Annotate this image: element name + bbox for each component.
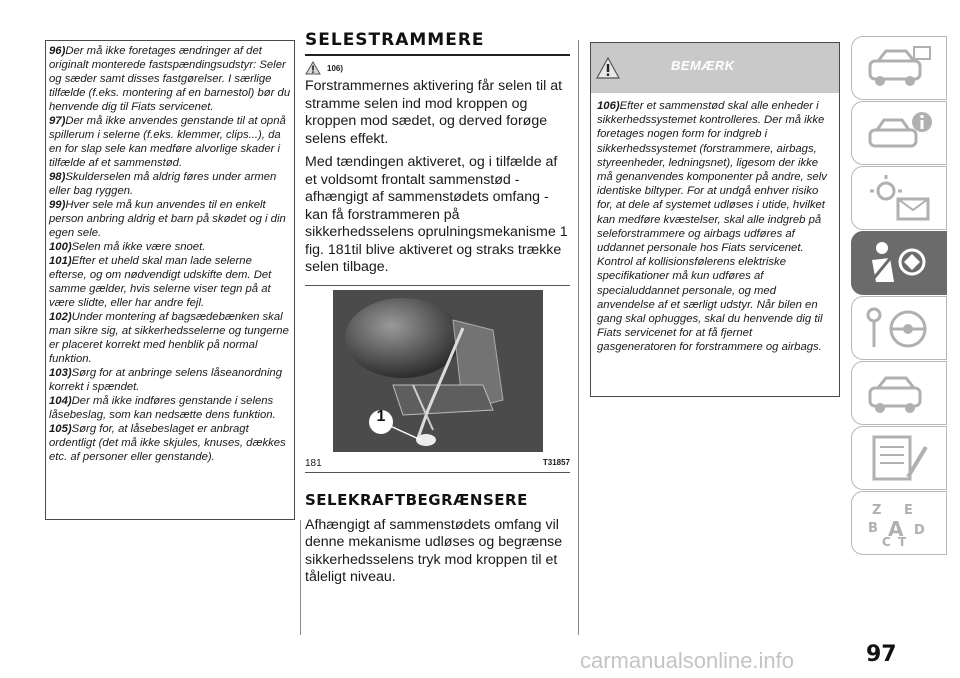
- warning-item: 103)Sørg for at anbringe selens låseanordning korrekt i spændet.: [49, 367, 283, 393]
- warning-item: 101)Efter et uheld skal man lade selerne efterse, og om nødvendigt udskifte dem. Det samme gælder, hvis selerne viser tegn på at være slidte, eller har andre fejl.: [49, 255, 272, 309]
- svg-text:Z: Z: [872, 503, 882, 518]
- steering-key-icon: [864, 303, 934, 353]
- figure-callout-1: 1: [376, 407, 386, 425]
- seat-pretensioner-drawing: [333, 290, 543, 452]
- alphabetical-index-icon: [864, 498, 934, 548]
- section-title: SELESTRAMMERE: [305, 30, 570, 56]
- reference-number: 106): [327, 63, 344, 73]
- tab-emergency[interactable]: [851, 361, 947, 425]
- warning-item: 105)Sørg for, at låsebeslaget er anbragt ordentligt (det må ikke skjules, knuses, dækkes etc. af personer eller genstande).: [49, 423, 286, 463]
- tab-warning-lights[interactable]: [851, 166, 947, 230]
- seatbelt-airbag-icon: [864, 238, 934, 288]
- column-divider: [300, 520, 301, 635]
- car-emergency-icon: [864, 368, 934, 418]
- note-header: [591, 43, 839, 93]
- car-info-icon: [864, 108, 934, 158]
- warning-item: 99)Hver sele må kun anvendes til en enkelt person anbring aldrig et barn på skødet og i din egen sele.: [49, 199, 286, 239]
- note-body: [591, 93, 839, 361]
- figure-caption: [305, 456, 570, 473]
- warning-lights-icon: [864, 173, 934, 223]
- warnings-box: [45, 40, 295, 520]
- tab-starting-driving[interactable]: [851, 296, 947, 360]
- note-text: Efter et sammenstød skal alle enheder i sikkerhedssystemet kontrolleres. Der må ikke foretages nogen form for indgreb i sikkerhedssystemet (forstrammere, airbags, styreenheder, ledningsnet), ligesom der ikke må genanvendes komponenter på andre, selv identiske biltyper. For at undgå enhver risiko for, at dele af systemet udløses i utide, hvilket kan medføre kvæstelser, skal alle indgreb på seleforstrammere og airbags udføres af uddannet personale hos Fiats servicenet. Kontrol af kollisionsfølerens elektriske specifikationer må kun udføres af specialuddannet personale, og med anvendelse af et særligt udstyr. Når bilen en gang skal ophugges, skal du henvende dig til Fiats servicenet for at få fjernet gasgeneratoren for forstrammere og airbags.: [597, 100, 827, 354]
- warning-item: 104)Der må ikke indføres genstande i selens låsebeslag, som kan nedsætte dens funktion.: [49, 395, 276, 421]
- paragraph: Med tændingen aktiveret, og i tilfælde af et voldsomt frontalt sammenstød - afhængigt af sammenstødets omfang - kan få forstrammeren på sikkerhedsselens oprulningsmekanisme 1 fig. 181til blive aktiveret og straks trække selen tilbage.: [305, 154, 568, 275]
- service-checklist-icon: [864, 433, 934, 483]
- warning-item: 98)Skulderselen må aldrig føres under armen eller bag ryggen.: [49, 171, 277, 197]
- pretensioner-illustration: [333, 290, 543, 452]
- tab-maintenance[interactable]: [851, 426, 947, 490]
- svg-text:D: D: [914, 523, 925, 538]
- paragraph: Forstrammernes aktivering får selen til at stramme selen ind mod kroppen og kroppen mod sædet, og derved forøge selens effekt.: [305, 78, 563, 147]
- column-divider: [578, 40, 579, 635]
- svg-text:A: A: [888, 517, 904, 541]
- tab-vehicle-info[interactable]: [851, 101, 947, 165]
- note-number: 106): [597, 100, 620, 112]
- tab-dashboard[interactable]: [851, 36, 947, 100]
- tab-index[interactable]: [851, 491, 947, 555]
- warning-item: 96)Der må ikke foretages ændringer af det originalt monterede fastspændingsudstyr: Seler og sæder samt disses fastgørelser. I særlige tilfælde (f.eks. montering af en barnestol) bør du henvende dig til Fiats servicenet.: [49, 45, 291, 113]
- warning-reference: [305, 61, 570, 75]
- note-title: BEMÆRK: [671, 58, 735, 73]
- tab-safety[interactable]: [851, 231, 947, 295]
- figure-seatbelt-pretensioner: [305, 286, 570, 456]
- svg-text:T: T: [898, 535, 907, 548]
- warning-item: 100)Selen må ikke være snoet.: [49, 241, 206, 253]
- figure-number: 181: [305, 457, 322, 469]
- main-column: [305, 30, 570, 593]
- warning-item: 102)Under montering af bagsædebænken skal man sikre sig, at sikkerhedsselerne og tungerne er placeret korrekt med henblik på normal funktion.: [49, 311, 289, 365]
- car-dashboard-icon: [864, 43, 934, 93]
- svg-text:C: C: [882, 535, 891, 548]
- paragraph: Afhængigt af sammenstødets omfang vil denne mekanisme udløses og begrænse sikkerhedsselens tryk mod kroppen til et tåleligt niveau.: [305, 516, 563, 585]
- svg-text:B: B: [868, 521, 878, 536]
- watermark: carmanualsonline.info: [580, 648, 795, 673]
- note-box: [590, 42, 840, 397]
- svg-text:E: E: [904, 503, 913, 518]
- warning-triangle-icon: [305, 61, 321, 75]
- section-title-2: SELEKRAFTBEGRÆNSERE: [305, 490, 528, 509]
- warning-triangle-icon: [595, 56, 621, 80]
- page-number: 97: [866, 642, 897, 667]
- warning-item: 97)Der må ikke anvendes genstande til at opnå spillerum i selerne (f.eks. klemmer, clips...), da en for slap sele kan medføre alvorlige skader i tilfælde af et sammenstød.: [49, 115, 286, 169]
- figure-code: T31857: [542, 457, 570, 467]
